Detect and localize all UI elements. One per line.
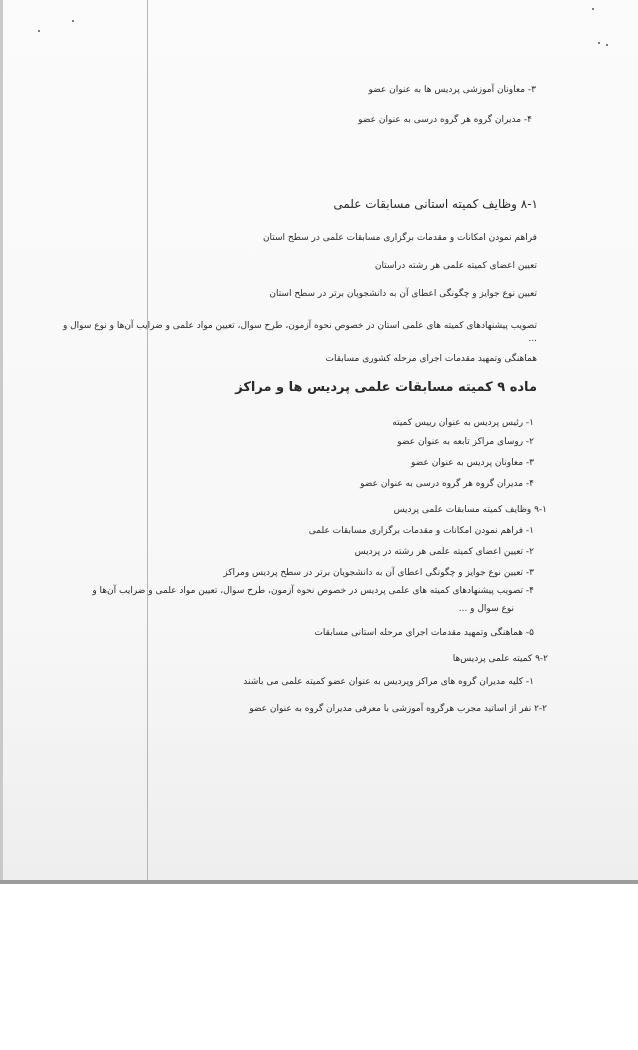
scan-speck [606, 44, 608, 46]
scan-speck [38, 30, 40, 32]
article-9-member-4: ۴- مدیران گروه هر گروه درسی به عنوان عضو [360, 479, 534, 489]
article-9-member-2: ۲- روسای مراکز تابعه به عنوان عضو [397, 437, 534, 447]
campus-duty-2: ۲- تعیین اعضای کمیته علمی هر رشته در پردیس [354, 547, 534, 557]
section-heading-9-2: ۹-۲ کمیته علمی پردیس‌ها [452, 654, 548, 664]
campus-duty-1: ۱- فراهم نمودن امکانات و مقدمات برگزاری مسابقات علمی [308, 526, 534, 536]
section-heading-9-1: ۹-۱ وظایف کمیته مسابقات علمی پردیس [393, 505, 547, 515]
campus-duty-3: ۳- تعیین نوع جوایز و چگونگی اعطای آن به دانشجویان برتر در سطح پردیس ومراکز [223, 568, 534, 578]
page-edge-bottom [0, 880, 638, 884]
campus-duty-5: ۵- هماهنگی وتمهید مقدمات اجرای مرحله استانی مسابقات [314, 628, 534, 638]
duty-item-2: تعیین اعضای کمیته علمی هر رشته دراستان [374, 261, 537, 271]
campus-duty-4-continued: نوع سوال و ... [458, 604, 514, 614]
member-item-4: ۴- مدیران گروه هر گروه درسی به عنوان عضو [358, 115, 532, 125]
duty-item-1: فراهم نمودن امکانات و مقدمات برگزاری مسابقات علمی در سطح استان [262, 233, 537, 243]
duty-item-4: تصویب پیشنهادهای کمیته های علمی استان در خصوص نحوه آزمون، طرح سوال، تعیین مواد علمی و ضرایب آن‌ها و نوع سوال و [62, 321, 537, 331]
scan-speck [598, 42, 600, 44]
section-heading-8-1: ۸-۱ وظایف کمیته استانی مسابقات علمی [333, 197, 538, 211]
fold-line [147, 0, 148, 880]
article-9-member-3: ۳- معاونان پردیس به عنوان عضو [411, 458, 534, 468]
member-item-3: ۳- معاونان آموزشی پردیس ها به عنوان عضو [368, 85, 536, 95]
scan-speck [72, 20, 74, 22]
article-9-title: ماده ۹ کمیته مسابقات علمی پردیس ها و مراکز [235, 380, 537, 395]
campus-duty-4: ۴- تصویب پیشنهادهای کمیته های علمی پردیس در خصوص نحوه آزمون، طرح سوال، تعیین مواد علمی و ضرایب آن‌ها و [92, 586, 534, 596]
scientific-committee-item-1: ۱- کلیه مدیران گروه های مراکز وپردیس به عنوان عضو کمیته علمی می باشند [243, 677, 534, 687]
scientific-committee-item-2: ۲-۲ نفر از اساتید مجرب هرگروه آموزشی با معرفی مدیران گروه به عنوان عضو [249, 704, 547, 714]
duty-item-4-continued: ... [528, 334, 537, 344]
duty-item-3: تعیین نوع جوایز و چگونگی اعطای آن به دانشجویان برتر در سطح استان [269, 289, 537, 299]
scan-speck [592, 8, 594, 10]
duty-item-5: هماهنگی وتمهید مقدمات اجرای مرحله کشوری مسابقات [325, 354, 537, 364]
article-9-member-1: ۱- رئیس پردیس به عنوان رییس کمیته [392, 418, 534, 428]
page-edge-left [0, 0, 3, 884]
